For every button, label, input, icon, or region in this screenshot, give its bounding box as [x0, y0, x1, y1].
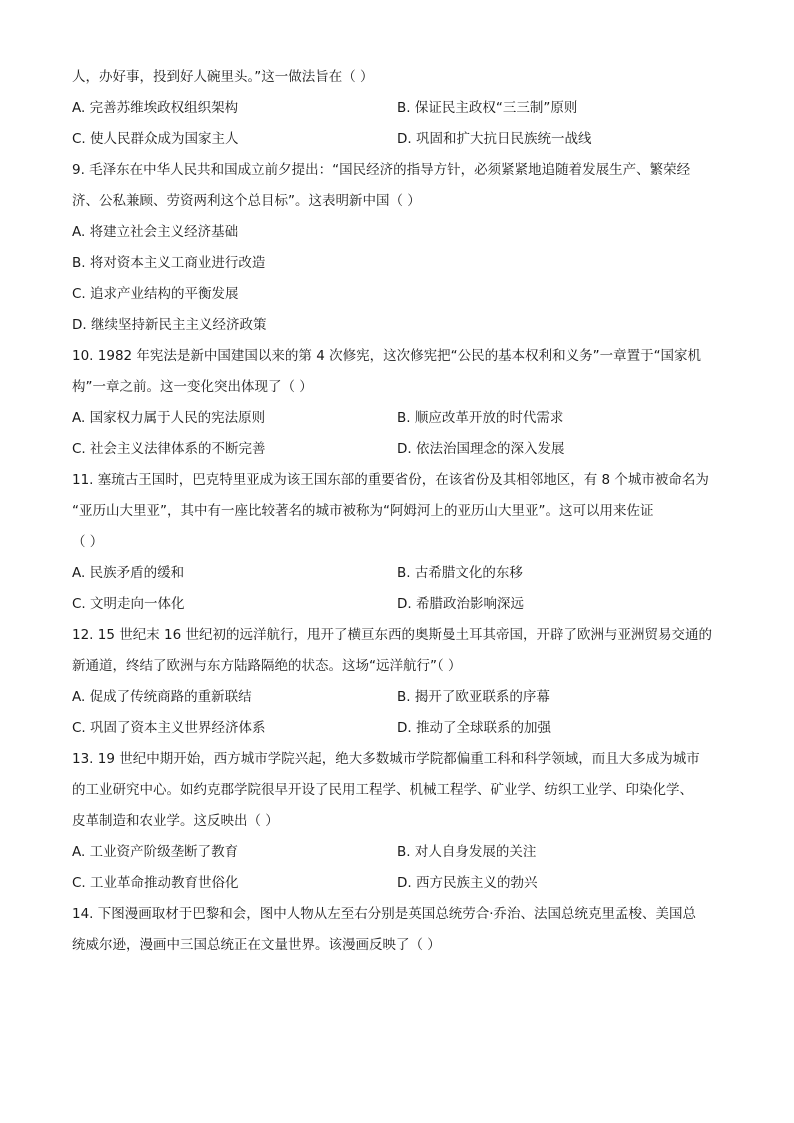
question-14: [72, 899, 724, 961]
question-9-stem-line: 9. 毛泽东在中华人民共和国成立前夕提出：“国民经济的指导方针，必须紧紧地追随着发展生产、繁荣经: [72, 162, 691, 178]
question-12-option-c[interactable]: C. 巩固了资本主义世界经济体系: [72, 720, 266, 736]
question-10-options-row-2: [72, 434, 724, 465]
question-8-option-b[interactable]: B. 保证民主政权“三三制”原则: [397, 100, 578, 116]
question-11-stem-line: （ ）: [72, 534, 104, 550]
question-11-option-b[interactable]: B. 古希腊文化的东移: [397, 565, 523, 581]
question-9-option-c[interactable]: C. 追求产业结构的平衡发展: [72, 286, 239, 302]
question-8-options-row-1: [72, 93, 724, 124]
exam-page: [72, 62, 724, 961]
question-11-stem-line: 11. 塞琉古王国时，巴克特里亚成为该王国东部的重要省份，在该省份及其相邻地区，有 8 个城市被命名为: [72, 472, 709, 488]
question-11-option-a[interactable]: A. 民族矛盾的缓和: [72, 565, 185, 581]
question-11-options-row-2: [72, 589, 724, 620]
question-12-option-a[interactable]: A. 促成了传统商路的重新联结: [72, 689, 252, 705]
question-11-options-row-1: [72, 558, 724, 589]
question-12: [72, 620, 724, 744]
question-9-option-d[interactable]: D. 继续坚持新民主主义经济政策: [72, 317, 267, 333]
question-11-option-c[interactable]: C. 文明走向一体化: [72, 596, 185, 612]
question-13-option-c[interactable]: C. 工业革命推动教育世俗化: [72, 875, 239, 891]
question-8-option-a[interactable]: A. 完善苏维埃政权组织架构: [72, 100, 239, 116]
question-13-option-a[interactable]: A. 工业资产阶级垄断了教育: [72, 844, 239, 860]
question-12-stem-line: 新通道，终结了欧洲与东方陆路隔绝的状态。这场“远洋航行”（ ）: [72, 658, 462, 674]
question-11-option-d[interactable]: D. 希腊政治影响深远: [397, 596, 524, 612]
question-13: [72, 744, 724, 899]
question-13-stem-line: 的工业研究中心。如约克郡学院很早开设了民用工程学、机械工程学、矿业学、纺织工业学、印染化学、: [72, 782, 693, 798]
question-8-option-d[interactable]: D. 巩固和扩大抗日民族统一战线: [397, 131, 592, 147]
question-8-stem-line: 人，办好事，投到好人碗里头。”这一做法旨在（ ）: [72, 69, 374, 85]
question-9: [72, 155, 724, 341]
question-8: [72, 62, 724, 155]
question-12-options-row-2: [72, 713, 724, 744]
question-9-stem-line: 济、公私兼顾、劳资两利这个总目标”。这表明新中国（ ）: [72, 193, 421, 209]
question-10-option-a[interactable]: A. 国家权力属于人民的宪法原则: [72, 410, 266, 426]
question-12-stem-line: 12. 15 世纪末 16 世纪初的远洋航行，甩开了横亘东西的奥斯曼土耳其帝国，开辟了欧洲与亚洲贸易交通的: [72, 627, 712, 643]
question-8-option-c[interactable]: C. 使人民群众成为国家主人: [72, 131, 239, 147]
question-10-options-row-1: [72, 403, 724, 434]
question-10-stem-line: 10. 1982 年宪法是新中国建国以来的第 4 次修宪，这次修宪把“公民的基本权利和义务”一章置于“国家机: [72, 348, 702, 364]
question-9-option-a[interactable]: A. 将建立社会主义经济基础: [72, 224, 239, 240]
question-10-option-d[interactable]: D. 依法治国理念的深入发展: [397, 441, 565, 457]
question-12-options-row-1: [72, 682, 724, 713]
question-13-stem-line: 皮革制造和农业学。这反映出（ ）: [72, 813, 279, 829]
question-13-options-row-2: [72, 868, 724, 899]
question-14-stem-line: 14. 下图漫画取材于巴黎和会，图中人物从左至右分别是英国总统劳合·乔治、法国总统克里孟梭、美国总: [72, 906, 697, 922]
question-13-options-row-1: [72, 837, 724, 868]
question-13-option-d[interactable]: D. 西方民族主义的勃兴: [397, 875, 538, 891]
question-14-stem-line: 统威尔逊，漫画中三国总统正在文量世界。该漫画反映了（ ）: [72, 937, 441, 953]
question-10-option-b[interactable]: B. 顺应改革开放的时代需求: [397, 410, 564, 426]
question-11-stem-line: “亚历山大里亚”，其中有一座比较著名的城市被称为“阿姆河上的亚历山大里亚”。这可以用来佐证: [72, 503, 654, 519]
question-12-option-b[interactable]: B. 揭开了欧亚联系的序幕: [397, 689, 550, 705]
question-11: [72, 465, 724, 620]
question-10-stem-line: 构”一章之前。这一变化突出体现了（ ）: [72, 379, 313, 395]
question-10: [72, 341, 724, 465]
question-9-option-b[interactable]: B. 将对资本主义工商业进行改造: [72, 255, 266, 271]
question-12-option-d[interactable]: D. 推动了全球联系的加强: [397, 720, 551, 736]
question-13-stem-line: 13. 19 世纪中期开始，西方城市学院兴起，绝大多数城市学院都偏重工科和科学领域，而且大多成为城市: [72, 751, 700, 767]
question-8-options-row-2: [72, 124, 724, 155]
question-13-option-b[interactable]: B. 对人自身发展的关注: [397, 844, 537, 860]
question-10-option-c[interactable]: C. 社会主义法律体系的不断完善: [72, 441, 266, 457]
